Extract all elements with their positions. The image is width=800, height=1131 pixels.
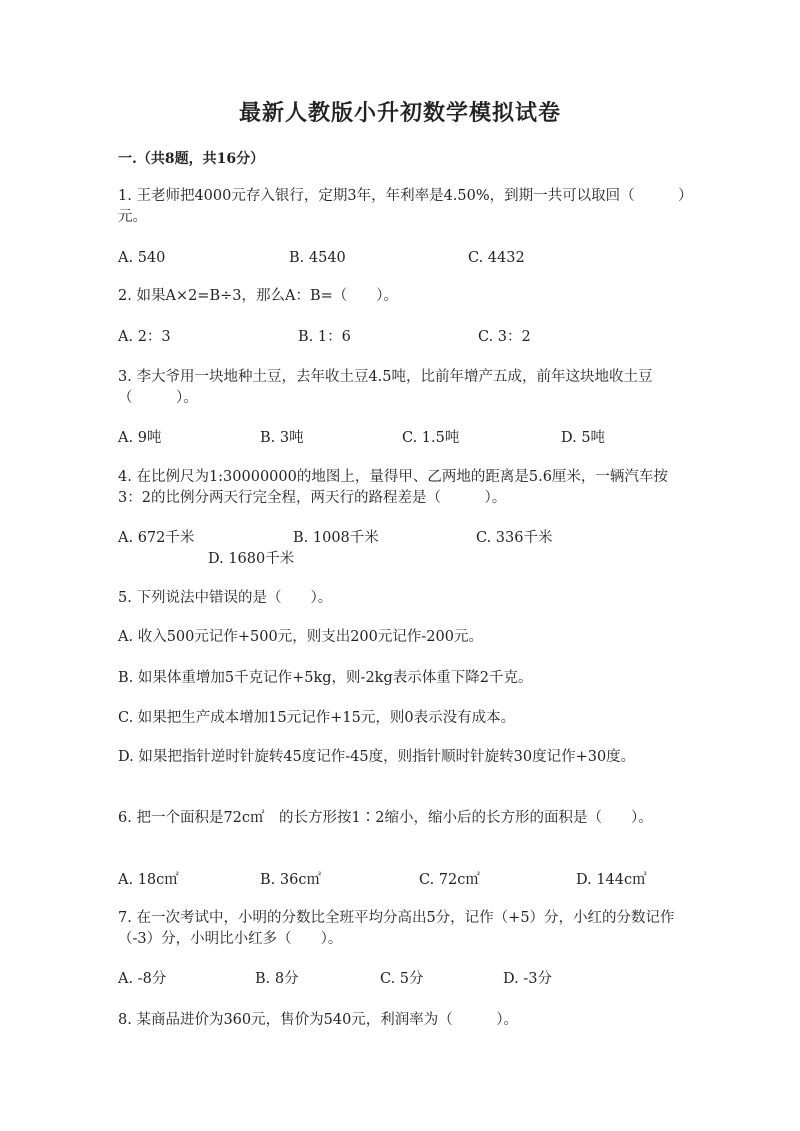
q4-option-b[interactable]: B. 1008千米 — [293, 530, 379, 546]
question-2: 2. 如果A×2=B÷3，那么A：B=（ ）。 — [118, 288, 398, 304]
q7-option-a[interactable]: A. -8分 — [118, 971, 167, 987]
q6-option-c[interactable]: C. 72c㎡ — [419, 872, 480, 888]
question-7: 7. 在一次考试中，小明的分数比全班平均分高出5分，记作（+5）分，小红的分数记作（-3）分，小明比小红多（ ）。 — [118, 910, 675, 947]
q7-option-d[interactable]: D. -3分 — [503, 971, 552, 987]
q3-option-b[interactable]: B. 3吨 — [260, 430, 304, 446]
q6-option-b[interactable]: B. 36c㎡ — [260, 872, 321, 888]
q5-option-d[interactable]: D. 如果把指针逆时针旋转45度记作-45度，则指针顺时针旋转30度记作+30度。 — [118, 749, 636, 765]
q2-option-a[interactable]: A. 2：3 — [118, 329, 171, 345]
question-6: 6. 把一个面积是72c㎡ 的长方形按1∶2缩小，缩小后的长方形的面积是（ ）。 — [118, 810, 653, 826]
question-5: 5. 下列说法中错误的是（ ）。 — [118, 590, 333, 606]
q4-option-a[interactable]: A. 672千米 — [118, 530, 195, 546]
q4-option-d[interactable]: D. 1680千米 — [208, 551, 295, 567]
q5-option-b[interactable]: B. 如果体重增加5千克记作+5kg，则-2kg表示体重下降2千克。 — [118, 670, 533, 686]
section-heading: 一.（共8题，共16分） — [118, 151, 265, 167]
q6-option-a[interactable]: A. 18c㎡ — [118, 872, 179, 888]
q1-option-c[interactable]: C. 4432 — [468, 250, 525, 266]
q3-option-a[interactable]: A. 9吨 — [118, 430, 162, 446]
q1-option-b[interactable]: B. 4540 — [289, 250, 346, 266]
q1-option-a[interactable]: A. 540 — [118, 250, 166, 266]
q2-option-b[interactable]: B. 1：6 — [298, 329, 351, 345]
question-4: 4. 在比例尺为1:30000000的地图上，量得甲、乙两地的距离是5.6厘米，一辆汽车按3：2的比例分两天行完全程，两天行的路程差是（ ）。 — [118, 469, 668, 506]
question-3: 3. 李大爷用一块地种土豆，去年收土豆4.5吨，比前年增产五成，前年这块地收土豆（ ）。 — [118, 369, 653, 406]
q3-option-c[interactable]: C. 1.5吨 — [402, 430, 460, 446]
q7-option-c[interactable]: C. 5分 — [380, 971, 424, 987]
q4-option-c[interactable]: C. 336千米 — [476, 530, 553, 546]
q7-option-b[interactable]: B. 8分 — [255, 971, 299, 987]
q3-option-d[interactable]: D. 5吨 — [561, 430, 606, 446]
question-1: 1. 王老师把4000元存入银行，定期3年，年利率是4.50%，到期一共可以取回（ ）元。 — [118, 188, 686, 225]
q2-option-c[interactable]: C. 3：2 — [478, 329, 531, 345]
page-title: 最新人教版小升初数学模拟试卷 — [238, 100, 561, 126]
q5-option-c[interactable]: C. 如果把生产成本增加15元记作+15元，则0表示没有成本。 — [118, 710, 516, 726]
question-8: 8. 某商品进价为360元，售价为540元，利润率为（ ）。 — [118, 1012, 519, 1028]
q6-option-d[interactable]: D. 144c㎡ — [576, 872, 647, 888]
q5-option-a[interactable]: A. 收入500元记作+500元，则支出200元记作-200元。 — [118, 629, 483, 645]
